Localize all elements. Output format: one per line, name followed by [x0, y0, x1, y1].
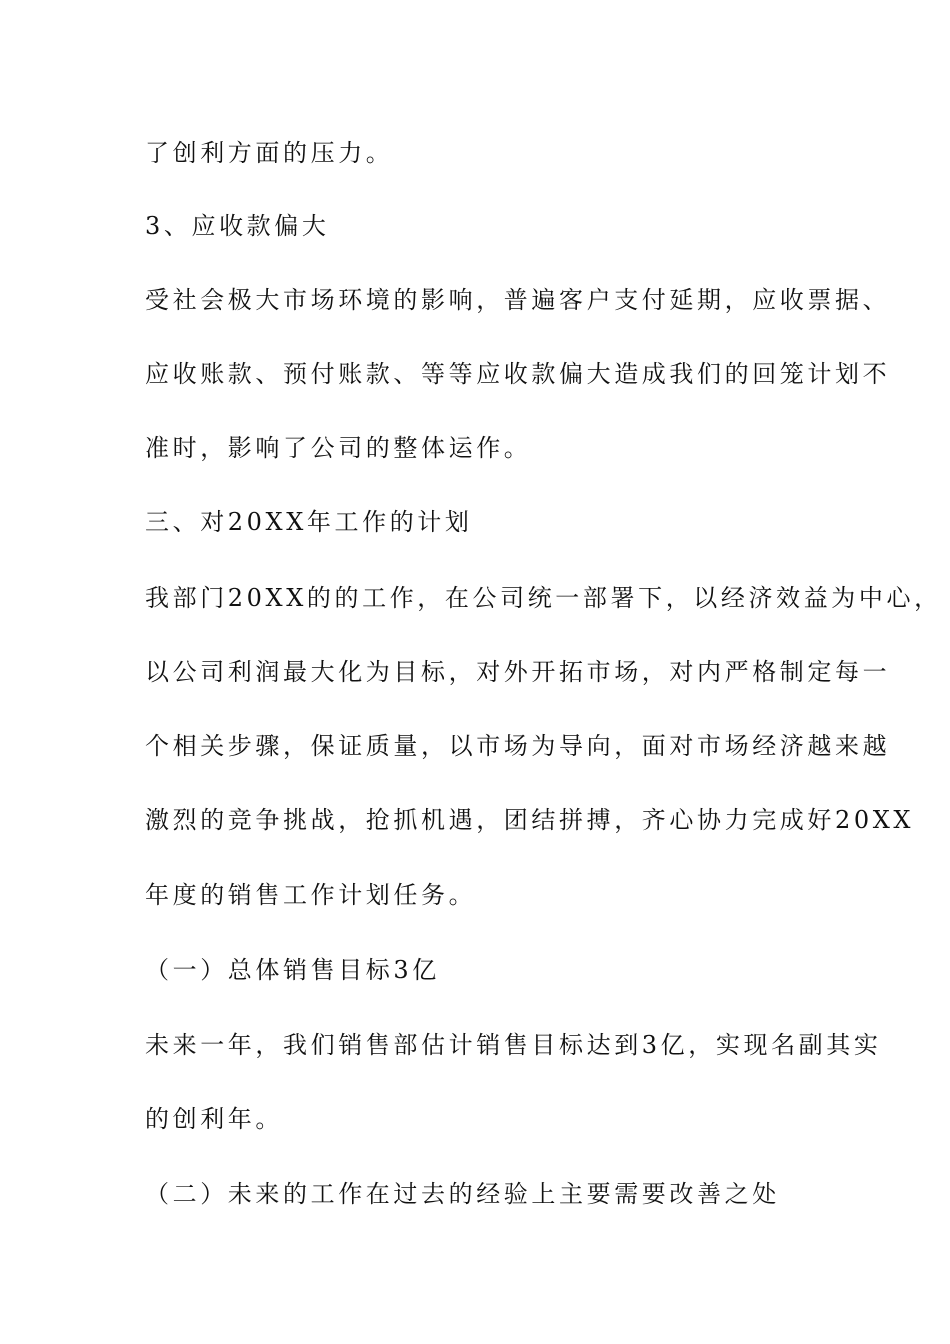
section-heading-3: 3、应收款偏大 — [145, 212, 330, 240]
text-line-10: 激烈的竞争挑战，抢抓机遇，团结拼搏，齐心协力完成好20XX — [145, 806, 915, 834]
text-line-3: 受社会极大市场环境的影响，普遍客户支付延期，应收票据、 — [145, 286, 891, 314]
subsection-heading-1: （一）总体销售目标3亿 — [145, 956, 440, 984]
text-line-4: 应收账款、预付账款、等等应收款偏大造成我们的回笼计划不 — [145, 360, 891, 388]
text-line-14: 的创利年。 — [145, 1105, 283, 1133]
text-line-1: 了创利方面的压力。 — [145, 139, 394, 167]
subsection-heading-2: （二）未来的工作在过去的经验上主要需要改善之处 — [145, 1180, 780, 1208]
text-line-7: 我部门20XX的的工作，在公司统一部署下，以经济效益为中心， — [145, 584, 942, 612]
text-line-11: 年度的销售工作计划任务。 — [145, 881, 477, 909]
chapter-heading-3: 三、对20XX年工作的计划 — [145, 508, 473, 536]
text-line-5: 准时，影响了公司的整体运作。 — [145, 434, 532, 462]
text-line-13: 未来一年，我们销售部估计销售目标达到3亿，实现名副其实 — [145, 1031, 882, 1059]
text-line-8: 以公司利润最大化为目标，对外开拓市场，对内严格制定每一 — [145, 658, 891, 686]
text-line-9: 个相关步骤，保证质量，以市场为导向，面对市场经济越来越 — [145, 732, 891, 760]
